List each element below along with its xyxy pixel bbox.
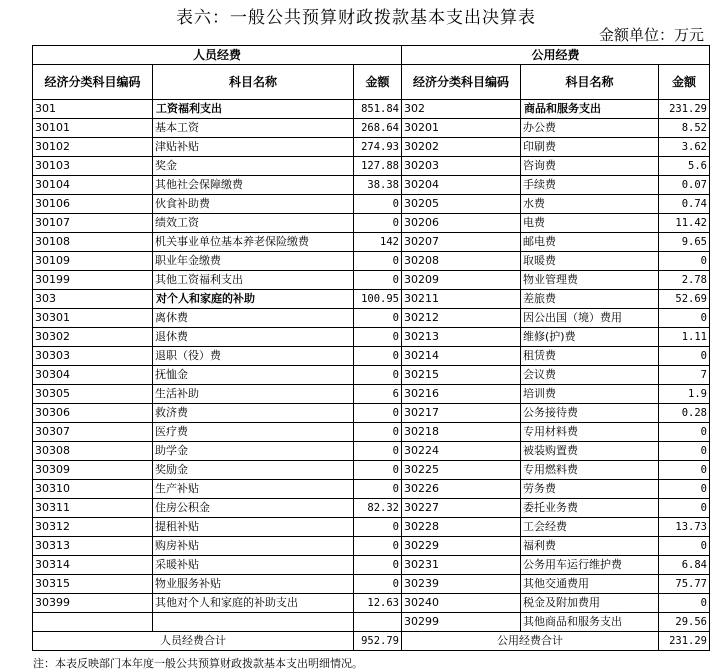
right-amount: 52.69 bbox=[659, 290, 710, 309]
left-total-label: 人员经费合计 bbox=[33, 632, 354, 651]
left-name: 住房公积金 bbox=[153, 499, 354, 518]
table-row bbox=[33, 423, 710, 442]
left-name: 职业年金缴费 bbox=[153, 252, 354, 271]
left-amount: 0 bbox=[354, 366, 402, 385]
right-code: 30202 bbox=[402, 138, 521, 157]
left-amount: 0 bbox=[354, 309, 402, 328]
right-amount: 0.07 bbox=[659, 176, 710, 195]
left-code: 30104 bbox=[33, 176, 153, 195]
right-name: 培训费 bbox=[521, 385, 659, 404]
left-amount bbox=[354, 613, 402, 632]
left-amount: 127.88 bbox=[354, 157, 402, 176]
left-code: 30101 bbox=[33, 119, 153, 138]
right-amount: 2.78 bbox=[659, 271, 710, 290]
left-code: 30307 bbox=[33, 423, 153, 442]
right-name: 因公出国（境）费用 bbox=[521, 309, 659, 328]
right-amount: 0 bbox=[659, 499, 710, 518]
column-header-row bbox=[33, 65, 710, 100]
right-code: 30217 bbox=[402, 404, 521, 423]
left-code: 30314 bbox=[33, 556, 153, 575]
header-amount-right: 金额 bbox=[659, 65, 710, 100]
header-code-right: 经济分类科目编码 bbox=[402, 65, 521, 100]
right-code: 30211 bbox=[402, 290, 521, 309]
right-code: 30229 bbox=[402, 537, 521, 556]
left-name: 物业服务补贴 bbox=[153, 575, 354, 594]
left-name: 离休费 bbox=[153, 309, 354, 328]
right-code: 30201 bbox=[402, 119, 521, 138]
footnote: 注：本表反映部门本年度一般公共预算财政拨款基本支出明细情况。 bbox=[33, 657, 363, 670]
left-name bbox=[153, 613, 354, 632]
left-name: 奖励金 bbox=[153, 461, 354, 480]
right-code: 30205 bbox=[402, 195, 521, 214]
left-amount: 0 bbox=[354, 423, 402, 442]
left-name: 购房补贴 bbox=[153, 537, 354, 556]
totals-row bbox=[33, 632, 710, 651]
right-name: 租赁费 bbox=[521, 347, 659, 366]
left-code bbox=[33, 613, 153, 632]
left-name: 采暖补贴 bbox=[153, 556, 354, 575]
right-amount: 1.11 bbox=[659, 328, 710, 347]
left-amount: 0 bbox=[354, 195, 402, 214]
right-code: 30204 bbox=[402, 176, 521, 195]
table-row bbox=[33, 347, 710, 366]
table-row bbox=[33, 537, 710, 556]
left-code: 30310 bbox=[33, 480, 153, 499]
right-code: 30231 bbox=[402, 556, 521, 575]
right-amount: 0 bbox=[659, 480, 710, 499]
table-row bbox=[33, 328, 710, 347]
left-amount: 0 bbox=[354, 480, 402, 499]
table-row bbox=[33, 575, 710, 594]
left-name: 工资福利支出 bbox=[153, 100, 354, 119]
left-amount: 6 bbox=[354, 385, 402, 404]
right-code: 30203 bbox=[402, 157, 521, 176]
table-row bbox=[33, 480, 710, 499]
right-amount: 8.52 bbox=[659, 119, 710, 138]
left-total-amount: 952.79 bbox=[354, 632, 402, 651]
right-name: 专用材料费 bbox=[521, 423, 659, 442]
table-row bbox=[33, 518, 710, 537]
right-total-label: 公用经费合计 bbox=[402, 632, 659, 651]
header-code-left: 经济分类科目编码 bbox=[33, 65, 153, 100]
left-code: 30305 bbox=[33, 385, 153, 404]
left-name: 退职（役）费 bbox=[153, 347, 354, 366]
left-code: 30308 bbox=[33, 442, 153, 461]
table-row bbox=[33, 290, 710, 309]
right-name: 商品和服务支出 bbox=[521, 100, 659, 119]
left-code: 303 bbox=[33, 290, 153, 309]
right-code: 30224 bbox=[402, 442, 521, 461]
left-amount: 0 bbox=[354, 328, 402, 347]
right-name: 其他交通费用 bbox=[521, 575, 659, 594]
left-amount: 0 bbox=[354, 461, 402, 480]
right-name: 公务接待费 bbox=[521, 404, 659, 423]
left-name: 绩效工资 bbox=[153, 214, 354, 233]
table-row bbox=[33, 613, 710, 632]
left-amount: 0 bbox=[354, 518, 402, 537]
left-code: 30309 bbox=[33, 461, 153, 480]
right-name: 差旅费 bbox=[521, 290, 659, 309]
right-amount: 0.28 bbox=[659, 404, 710, 423]
right-amount: 0 bbox=[659, 537, 710, 556]
right-name: 咨询费 bbox=[521, 157, 659, 176]
left-code: 30302 bbox=[33, 328, 153, 347]
section-right-title: 公用经费 bbox=[402, 46, 710, 65]
left-amount: 0 bbox=[354, 575, 402, 594]
left-code: 30315 bbox=[33, 575, 153, 594]
left-code: 30301 bbox=[33, 309, 153, 328]
left-code: 30106 bbox=[33, 195, 153, 214]
right-amount: 0 bbox=[659, 309, 710, 328]
left-amount: 851.84 bbox=[354, 100, 402, 119]
right-amount: 75.77 bbox=[659, 575, 710, 594]
right-amount: 3.62 bbox=[659, 138, 710, 157]
header-name-right: 科目名称 bbox=[521, 65, 659, 100]
right-name: 维修(护)费 bbox=[521, 328, 659, 347]
left-amount: 0 bbox=[354, 442, 402, 461]
right-code: 30214 bbox=[402, 347, 521, 366]
section-header-row bbox=[33, 46, 710, 65]
left-amount: 274.93 bbox=[354, 138, 402, 157]
right-amount: 0 bbox=[659, 347, 710, 366]
right-amount: 231.29 bbox=[659, 100, 710, 119]
right-code: 30209 bbox=[402, 271, 521, 290]
left-amount: 142 bbox=[354, 233, 402, 252]
left-name: 机关事业单位基本养老保险缴费 bbox=[153, 233, 354, 252]
table-row bbox=[33, 309, 710, 328]
right-name: 电费 bbox=[521, 214, 659, 233]
left-amount: 0 bbox=[354, 214, 402, 233]
left-code: 30311 bbox=[33, 499, 153, 518]
right-name: 印刷费 bbox=[521, 138, 659, 157]
left-name: 基本工资 bbox=[153, 119, 354, 138]
left-code: 30313 bbox=[33, 537, 153, 556]
left-code: 30399 bbox=[33, 594, 153, 613]
left-name: 生活补助 bbox=[153, 385, 354, 404]
left-amount: 0 bbox=[354, 347, 402, 366]
table-row bbox=[33, 195, 710, 214]
left-name: 助学金 bbox=[153, 442, 354, 461]
right-name: 会议费 bbox=[521, 366, 659, 385]
right-name: 手续费 bbox=[521, 176, 659, 195]
left-code: 301 bbox=[33, 100, 153, 119]
right-code: 30206 bbox=[402, 214, 521, 233]
left-code: 30199 bbox=[33, 271, 153, 290]
table-row bbox=[33, 157, 710, 176]
right-name: 邮电费 bbox=[521, 233, 659, 252]
right-name: 福利费 bbox=[521, 537, 659, 556]
left-amount: 0 bbox=[354, 556, 402, 575]
table-row bbox=[33, 214, 710, 233]
right-code: 30212 bbox=[402, 309, 521, 328]
table-row bbox=[33, 499, 710, 518]
section-left-title: 人员经费 bbox=[33, 46, 402, 65]
left-amount: 82.32 bbox=[354, 499, 402, 518]
table-row bbox=[33, 442, 710, 461]
right-name: 专用燃料费 bbox=[521, 461, 659, 480]
right-total-amount: 231.29 bbox=[659, 632, 710, 651]
right-name: 取暖费 bbox=[521, 252, 659, 271]
left-code: 30107 bbox=[33, 214, 153, 233]
left-name: 退休费 bbox=[153, 328, 354, 347]
right-amount: 13.73 bbox=[659, 518, 710, 537]
table-row bbox=[33, 271, 710, 290]
left-amount: 38.38 bbox=[354, 176, 402, 195]
header-amount-left: 金额 bbox=[354, 65, 402, 100]
left-code: 30109 bbox=[33, 252, 153, 271]
right-code: 30213 bbox=[402, 328, 521, 347]
left-amount: 12.63 bbox=[354, 594, 402, 613]
left-amount: 0 bbox=[354, 537, 402, 556]
right-code: 30227 bbox=[402, 499, 521, 518]
right-code: 30215 bbox=[402, 366, 521, 385]
left-code: 30304 bbox=[33, 366, 153, 385]
left-name: 津贴补贴 bbox=[153, 138, 354, 157]
right-name: 公务用车运行维护费 bbox=[521, 556, 659, 575]
left-name: 医疗费 bbox=[153, 423, 354, 442]
right-code: 30228 bbox=[402, 518, 521, 537]
left-code: 30108 bbox=[33, 233, 153, 252]
right-code: 30208 bbox=[402, 252, 521, 271]
header-name-left: 科目名称 bbox=[153, 65, 354, 100]
right-code: 30239 bbox=[402, 575, 521, 594]
right-amount: 0.74 bbox=[659, 195, 710, 214]
left-name: 抚恤金 bbox=[153, 366, 354, 385]
right-amount: 0 bbox=[659, 252, 710, 271]
right-amount: 0 bbox=[659, 461, 710, 480]
right-code: 30299 bbox=[402, 613, 521, 632]
left-amount: 268.64 bbox=[354, 119, 402, 138]
table-row bbox=[33, 233, 710, 252]
table-row bbox=[33, 461, 710, 480]
left-amount: 0 bbox=[354, 271, 402, 290]
left-code: 30102 bbox=[33, 138, 153, 157]
table-row bbox=[33, 594, 710, 613]
right-amount: 5.6 bbox=[659, 157, 710, 176]
right-name: 办公费 bbox=[521, 119, 659, 138]
left-code: 30303 bbox=[33, 347, 153, 366]
left-amount: 100.95 bbox=[354, 290, 402, 309]
left-name: 奖金 bbox=[153, 157, 354, 176]
right-name: 被装购置费 bbox=[521, 442, 659, 461]
left-name: 救济费 bbox=[153, 404, 354, 423]
right-amount: 0 bbox=[659, 594, 710, 613]
left-code: 30306 bbox=[33, 404, 153, 423]
right-code: 30225 bbox=[402, 461, 521, 480]
right-amount: 6.84 bbox=[659, 556, 710, 575]
right-amount: 0 bbox=[659, 442, 710, 461]
right-amount: 11.42 bbox=[659, 214, 710, 233]
right-name: 劳务费 bbox=[521, 480, 659, 499]
right-name: 工会经费 bbox=[521, 518, 659, 537]
right-code: 30218 bbox=[402, 423, 521, 442]
right-amount: 0 bbox=[659, 423, 710, 442]
left-name: 其他社会保障缴费 bbox=[153, 176, 354, 195]
table-row bbox=[33, 119, 710, 138]
expenditure-table bbox=[32, 45, 710, 651]
page-title: 表六：一般公共预算财政拨款基本支出决算表 bbox=[176, 8, 536, 28]
right-code: 30240 bbox=[402, 594, 521, 613]
right-amount: 9.65 bbox=[659, 233, 710, 252]
table-row bbox=[33, 138, 710, 157]
left-name: 其他对个人和家庭的补助支出 bbox=[153, 594, 354, 613]
left-code: 30103 bbox=[33, 157, 153, 176]
right-code: 30226 bbox=[402, 480, 521, 499]
table-row bbox=[33, 385, 710, 404]
unit-label: 金额单位：万元 bbox=[598, 26, 704, 44]
right-code: 30216 bbox=[402, 385, 521, 404]
table-row bbox=[33, 176, 710, 195]
right-name: 其他商品和服务支出 bbox=[521, 613, 659, 632]
left-code: 30312 bbox=[33, 518, 153, 537]
left-name: 提租补贴 bbox=[153, 518, 354, 537]
right-amount: 7 bbox=[659, 366, 710, 385]
right-name: 税金及附加费用 bbox=[521, 594, 659, 613]
left-name: 伙食补助费 bbox=[153, 195, 354, 214]
right-name: 委托业务费 bbox=[521, 499, 659, 518]
left-amount: 0 bbox=[354, 252, 402, 271]
left-name: 对个人和家庭的补助 bbox=[153, 290, 354, 309]
right-amount: 29.56 bbox=[659, 613, 710, 632]
table-row bbox=[33, 252, 710, 271]
table-row bbox=[33, 556, 710, 575]
table-row bbox=[33, 366, 710, 385]
right-name: 物业管理费 bbox=[521, 271, 659, 290]
right-code: 302 bbox=[402, 100, 521, 119]
table-row bbox=[33, 100, 710, 119]
right-name: 水费 bbox=[521, 195, 659, 214]
left-amount: 0 bbox=[354, 404, 402, 423]
table-row bbox=[33, 404, 710, 423]
left-name: 生产补贴 bbox=[153, 480, 354, 499]
right-code: 30207 bbox=[402, 233, 521, 252]
right-amount: 1.9 bbox=[659, 385, 710, 404]
left-name: 其他工资福利支出 bbox=[153, 271, 354, 290]
